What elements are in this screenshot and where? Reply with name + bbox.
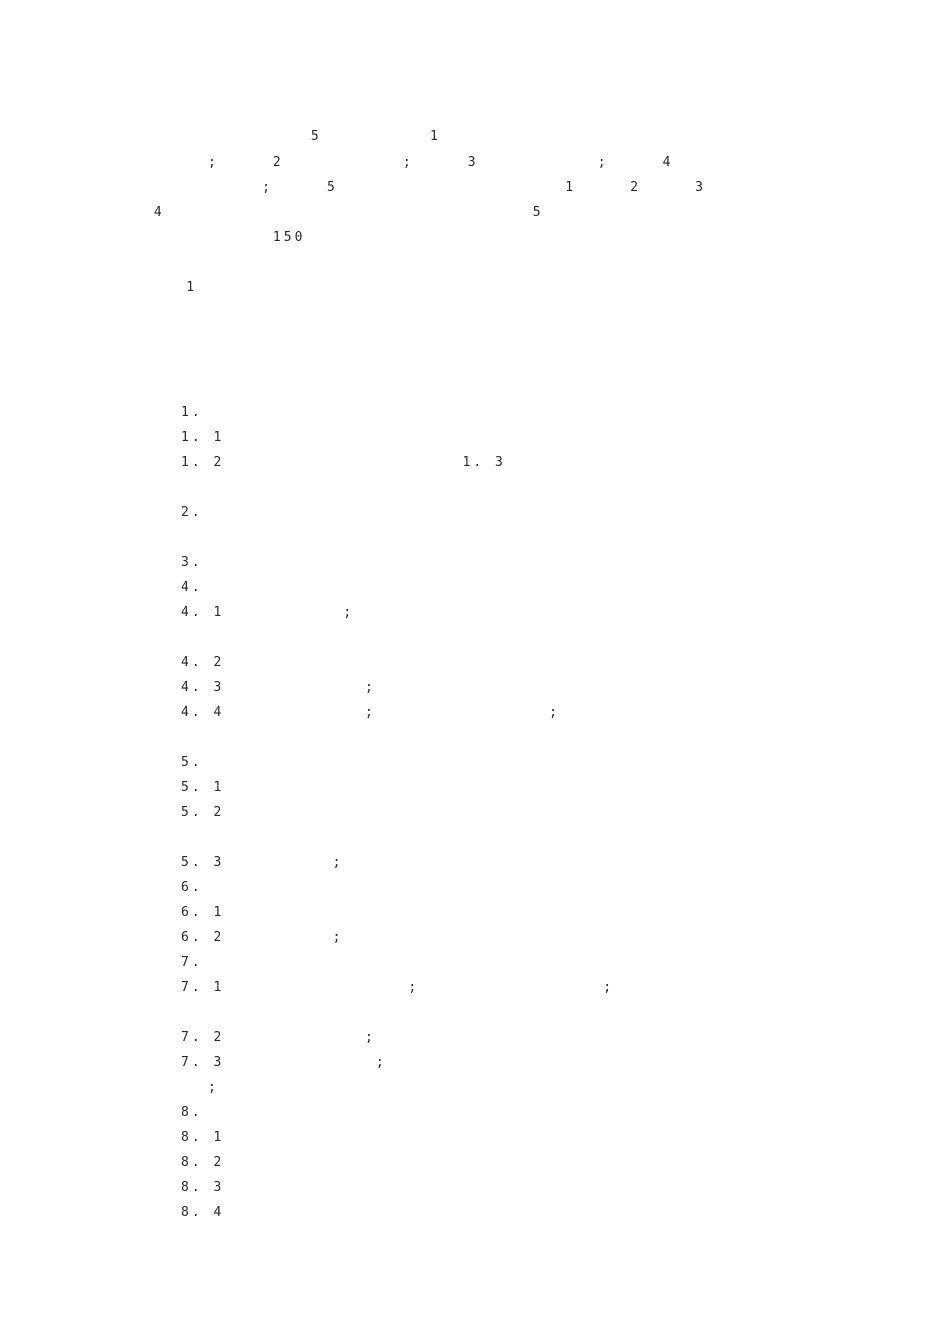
list-item: 7. 2 ;	[181, 1030, 658, 1045]
text-line	[181, 305, 257, 321]
list-item: 4. 2	[181, 655, 582, 670]
text-line	[143, 830, 240, 846]
list-item: 6.	[181, 880, 268, 895]
section-heading: 1	[143, 280, 393, 295]
list-item: 3.	[181, 555, 593, 570]
list-item: 4.	[181, 580, 355, 595]
text-line: ;	[143, 1080, 349, 1095]
list-item: 4. 1 ;	[181, 605, 690, 620]
list-item: 8. 3	[181, 1180, 420, 1195]
text-line: 4 5	[143, 205, 652, 220]
text-line: ; 5 1 2 3	[143, 180, 728, 195]
list-item: 8. 4	[181, 1205, 560, 1220]
list-item: 1. 1	[181, 430, 398, 445]
text-line	[143, 1005, 500, 1021]
list-item: 1. 2 1. 3	[181, 455, 680, 470]
text-line	[143, 355, 500, 371]
text-line: 5 1	[181, 129, 550, 144]
list-item: 4. 3 ;	[181, 680, 615, 695]
text-line	[143, 730, 305, 746]
list-item: 5.	[181, 755, 257, 770]
text-line	[181, 380, 300, 396]
list-item: 5. 2	[181, 805, 680, 820]
list-item: 5. 1	[181, 780, 485, 795]
list-item: 6. 1	[181, 905, 528, 920]
list-item: 8. 1	[181, 1130, 387, 1145]
list-item: 5. 3 ;	[181, 855, 669, 870]
text-line	[181, 330, 614, 346]
list-item: 2.	[181, 505, 593, 520]
list-item: 7.	[181, 955, 322, 970]
list-item: 8.	[181, 1105, 279, 1120]
list-item: 6. 2 ;	[181, 930, 550, 945]
list-item: 7. 1 ; ;	[181, 980, 680, 995]
list-item: 7. 3 ;	[181, 1055, 669, 1070]
list-item: 1.	[181, 405, 301, 420]
text-line	[143, 480, 165, 496]
text-line	[143, 530, 175, 546]
list-item: 4. 4 ; ;	[181, 705, 669, 720]
text-line	[143, 630, 175, 646]
text-line: 150	[143, 230, 436, 245]
list-item: 8. 2	[181, 1155, 420, 1170]
text-line: ; 2 ; 3 ; 4	[143, 155, 717, 170]
